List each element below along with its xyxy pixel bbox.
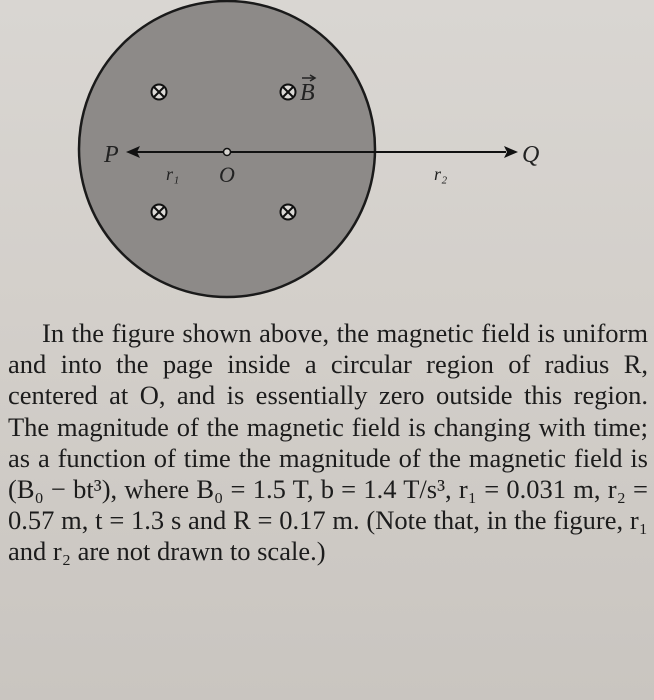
problem-statement bbox=[8, 318, 648, 568]
problem-text-body: In the figure shown above, the magnetic field is uniform and into the page inside a circular region of radius R, centered at O, and is essentially zero outside this region. The magnitude of the magnetic field is changing with time; as a function of time the magnitude of the magnetic field is (B₀ − bt³), where B₀ = 1.5 T, b = 1.4 T/s³, r₁ = 0.031 m, r₂ = 0.57 m, t = 1.3 s and R = 0.17 m. (Note that, in the figure, r₁ and r₂ are not drawn to scale.) bbox=[8, 318, 648, 567]
field-symbol-bottom-right bbox=[281, 205, 296, 220]
point-label-o: O bbox=[219, 162, 235, 187]
field-symbol-top-right bbox=[281, 85, 296, 100]
distance-label-r2: r₂ bbox=[434, 164, 448, 184]
point-label-q: Q bbox=[522, 142, 540, 168]
distance-label-r1: r₁ bbox=[166, 164, 180, 184]
point-label-p: P bbox=[104, 142, 119, 168]
arrowhead-q bbox=[504, 146, 518, 158]
center-point-o bbox=[224, 149, 231, 156]
magnetic-field-diagram bbox=[0, 0, 654, 310]
field-symbol-top-left bbox=[152, 85, 167, 100]
field-label-b: B bbox=[300, 80, 315, 106]
field-symbol-bottom-left bbox=[152, 205, 167, 220]
